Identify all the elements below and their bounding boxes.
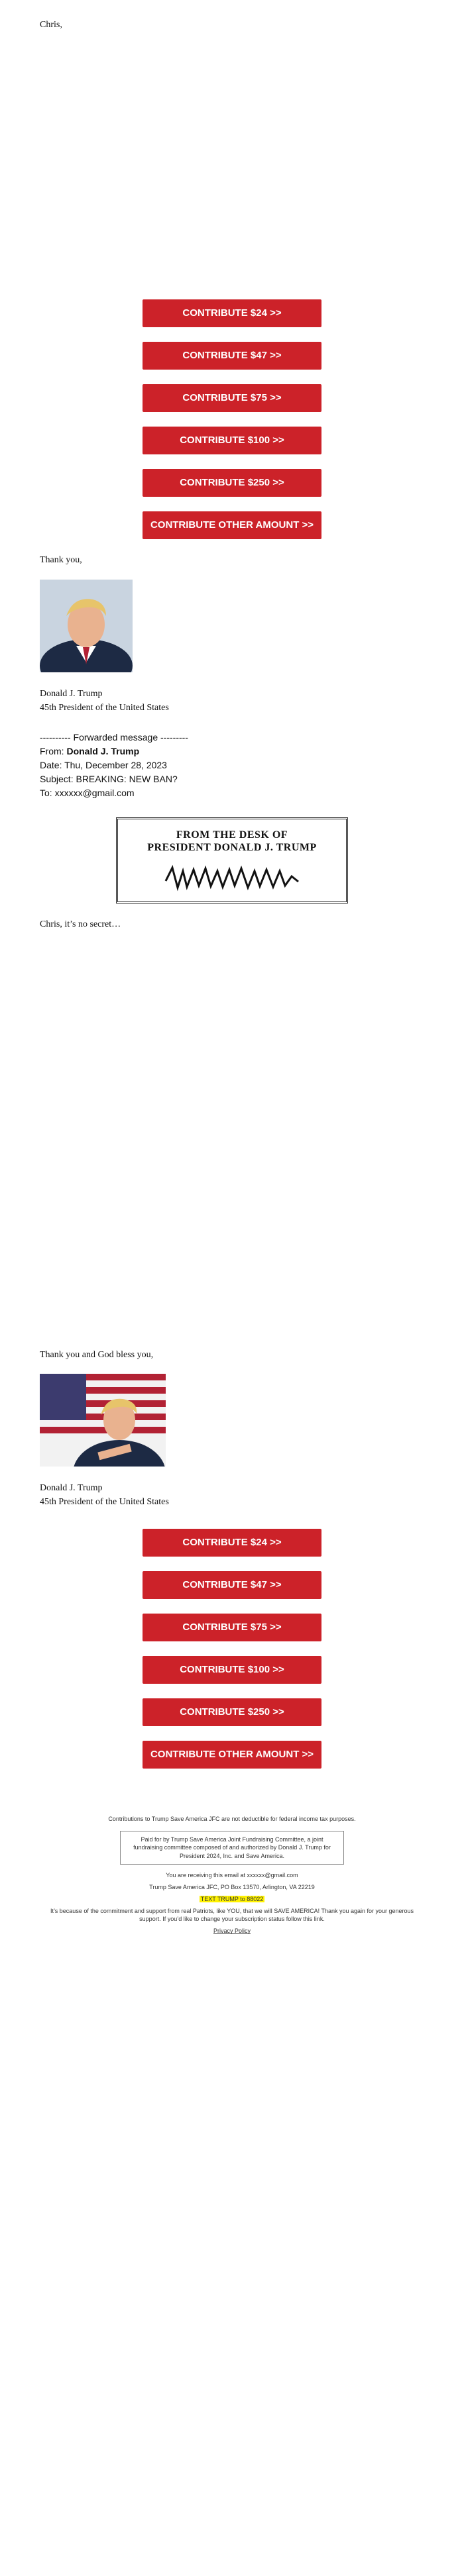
contribute-other-button[interactable]: CONTRIBUTE OTHER AMOUNT >> (143, 511, 321, 539)
forwarded-to: To: xxxxxx@gmail.com (40, 787, 135, 798)
signer-name: Donald J. Trump (40, 688, 103, 699)
contribute-47-button-2[interactable]: CONTRIBUTE $47 >> (143, 1571, 321, 1599)
desk-title-line-1: FROM THE DESK OF (176, 829, 288, 841)
signer-title-2: 45th President of the United States (40, 1497, 169, 1508)
forwarded-separator: ---------- Forwarded message --------- (40, 731, 188, 743)
signer-name-2: Donald J. Trump (40, 1483, 103, 1494)
forwarded-subject: Subject: BREAKING: NEW BAN? (40, 773, 178, 784)
forwarded-date: Date: Thu, December 28, 2023 (40, 759, 167, 770)
unsubscribe-paragraph: It’s because of the commitment and support from real Patriots, like YOU, that we will SAVE AMERICA! Thank you again for your generous support. If you’d like to change your subscription status follow this link. (50, 1908, 414, 1923)
paid-for-box: Paid for by Trump Save America Joint Fundraising Committee, a joint fundraising committee composed of and authorized by Donald J. Trump for President 2024, Inc. and Save America. (120, 1831, 344, 1864)
contribute-100-button-2[interactable]: CONTRIBUTE $100 >> (143, 1656, 321, 1684)
second-letter-body-region (40, 931, 424, 1349)
privacy-policy-link[interactable]: Privacy Policy (213, 1928, 251, 1935)
contribute-24-button[interactable]: CONTRIBUTE $24 >> (143, 299, 321, 327)
first-letter-body-region (40, 32, 424, 290)
contribute-100-button[interactable]: CONTRIBUTE $100 >> (143, 427, 321, 454)
contribute-other-button-2[interactable]: CONTRIBUTE OTHER AMOUNT >> (143, 1741, 321, 1769)
contribute-250-button-2[interactable]: CONTRIBUTE $250 >> (143, 1698, 321, 1726)
signature-block-2 (40, 1481, 424, 1509)
second-letter-salutation: Chris, it’s no secret… (40, 919, 121, 929)
cta-group-2 (40, 1529, 424, 1769)
desk-header-card (116, 817, 348, 903)
contribute-75-button-2[interactable]: CONTRIBUTE $75 >> (143, 1614, 321, 1641)
flag-portrait-image (40, 1374, 166, 1467)
contribute-250-button[interactable]: CONTRIBUTE $250 >> (143, 469, 321, 497)
thanks: Thank you, (40, 555, 82, 566)
second-letter-signoff: Thank you and God bless you, (40, 1349, 154, 1360)
signer-title: 45th President of the United States (40, 702, 169, 713)
mailing-address: Trump Save America JFC, PO Box 13570, Arlington, VA 22219 (149, 1883, 315, 1890)
contribute-75-button[interactable]: CONTRIBUTE $75 >> (143, 384, 321, 412)
text-optin-highlight: TEXT TRUMP to 88022 (200, 1896, 264, 1903)
footer-contributions-note: Contributions to Trump Save America JFC are not deductible for federal income tax purposes. (108, 1816, 356, 1823)
cta-group-1 (40, 299, 424, 539)
desk-title-line-2: PRESIDENT DONALD J. TRUMP (147, 841, 317, 853)
text-optin-line (40, 1895, 424, 1903)
receiving-email-line: You are receiving this email at xxxxxx@gmail.com (166, 1871, 298, 1879)
footer (40, 1815, 424, 1935)
contribute-47-button[interactable]: CONTRIBUTE $47 >> (143, 342, 321, 370)
forwarded-from: From: Donald J. Trump (40, 745, 140, 756)
signature-block-1 (40, 687, 424, 715)
portrait-image (40, 580, 133, 672)
signature-graphic (159, 858, 305, 898)
contribute-24-button-2[interactable]: CONTRIBUTE $24 >> (143, 1529, 321, 1557)
forwarded-header (40, 731, 424, 800)
salutation: Chris, (40, 20, 62, 30)
